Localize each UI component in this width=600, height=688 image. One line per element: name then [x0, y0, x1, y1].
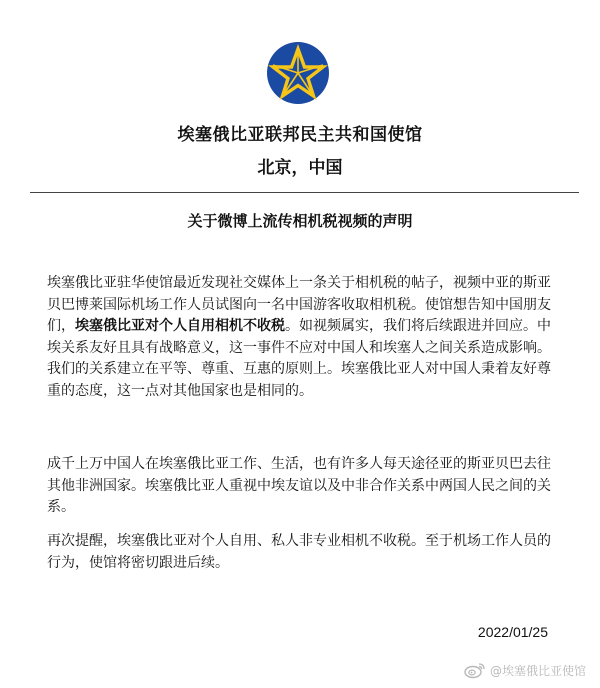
paragraph-3: [47, 531, 559, 574]
weibo-icon: [464, 661, 486, 679]
paragraph-1-text-before: 埃塞俄比亚驻华使馆最近发现社交媒体上一条关于相机税的帖子，视频中亚的斯亚贝巴博莱国际机场工作人员试图向一名中国游客收取相机税。使馆想告知中国朋友们，: [47, 275, 551, 334]
paragraph-1-bold-statement: 埃塞俄比亚对个人自用相机不收税: [75, 318, 285, 334]
watermark-text: @埃塞俄比亚使馆: [489, 663, 586, 678]
weibo-watermark: [464, 661, 586, 679]
paragraph-2-text: 成千上万中国人在埃塞俄比亚工作、生活，也有许多人每天途径亚的斯亚贝巴去往其他非洲国家。埃塞俄比亚人重视中埃友谊以及中非合作关系中两国人民之间的关系。: [47, 456, 551, 515]
statement-title: 关于微博上流传相机税视频的声明: [187, 212, 413, 230]
embassy-location: 北京，中国: [257, 158, 343, 178]
divider: [30, 192, 579, 193]
paragraph-2: [47, 454, 559, 519]
paragraph-3-text: 再次提醒，埃塞俄比亚对个人自用、私人非专业相机不收税。至于机场工作人员的行为，使馆将密切跟进后续。: [47, 533, 551, 571]
paragraph-1: [47, 273, 559, 402]
ethiopia-emblem-icon: [266, 41, 330, 105]
statement-date: 2022/01/25: [477, 624, 548, 640]
embassy-name: 埃塞俄比亚联邦民主共和国使馆: [177, 125, 423, 145]
paragraph-1-text-after: 。如视频属实，我们将后续跟进并回应。中埃关系友好且具有战略意义，这一事件不应对中国人和埃塞人之间关系造成影响。我们的关系建立在平等、尊重、互惠的原则上。埃塞俄比亚人对中国人秉着友好尊重的态度，这一点对其他国家也是相同的。: [47, 318, 551, 399]
